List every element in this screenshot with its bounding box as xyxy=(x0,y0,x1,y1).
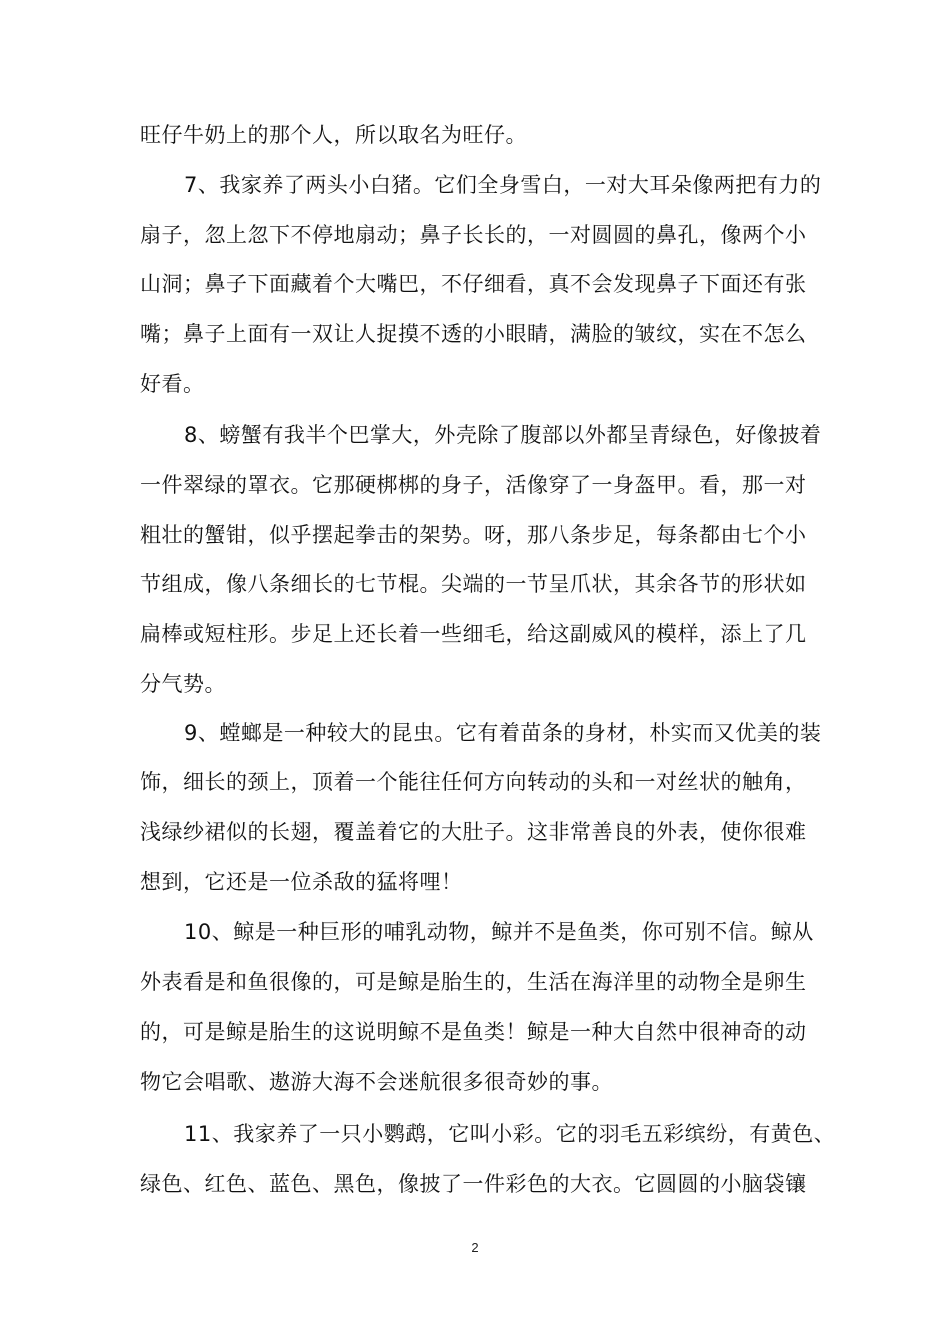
text-line: 扇子，忽上忽下不停地扇动；鼻子长长的，一对圆圆的鼻孔，像两个小 xyxy=(140,223,807,247)
paragraph-9-line: 9、螳螂是一种较大的昆虫。它有着苗条的身材，朴实而又优美的装 xyxy=(184,721,822,745)
text-line: 分气势。 xyxy=(140,672,226,696)
text-line: 扁棒或短柱形。步足上还长着一些细毛，给这副威风的模样，添上了几 xyxy=(140,622,807,646)
paragraph-11-line: 11、我家养了一只小鹦鹉，它叫小彩。它的羽毛五彩缤纷，有黄色、 xyxy=(184,1122,836,1146)
text-line: 的，可是鲸是胎生的这说明鲸不是鱼类！鲸是一种大自然中很神奇的动 xyxy=(140,1020,807,1044)
page-number: 2 xyxy=(471,1240,479,1255)
text-line: 山洞；鼻子下面藏着个大嘴巴，不仔细看，真不会发现鼻子下面还有张 xyxy=(140,272,807,296)
paragraph-7-line: 7、我家养了两头小白猪。它们全身雪白，一对大耳朵像两把有力的 xyxy=(184,173,822,197)
text-line: 节组成，像八条细长的七节棍。尖端的一节呈爪状，其余各节的形状如 xyxy=(140,572,807,596)
text-line: 好看。 xyxy=(140,372,205,396)
text-line: 饰，细长的颈上，顶着一个能往任何方向转动的头和一对丝状的触角， xyxy=(140,770,807,794)
paragraph-8-line: 8、螃蟹有我半个巴掌大，外壳除了腹部以外都呈青绿色，好像披着 xyxy=(184,423,822,447)
text-line: 外表看是和鱼很像的，可是鲸是胎生的，生活在海洋里的动物全是卵生 xyxy=(140,970,807,994)
text-line: 一件翠绿的罩衣。它那硬梆梆的身子，活像穿了一身盔甲。看，那一对 xyxy=(140,473,807,497)
text-line: 嘴；鼻子上面有一双让人捉摸不透的小眼睛，满脸的皱纹，实在不怎么 xyxy=(140,322,807,346)
text-line: 绿色、红色、蓝色、黑色，像披了一件彩色的大衣。它圆圆的小脑袋镶 xyxy=(140,1172,807,1196)
text-line: 旺仔牛奶上的那个人，所以取名为旺仔。 xyxy=(140,123,527,147)
text-line: 物它会唱歌、遨游大海不会迷航很多很奇妙的事。 xyxy=(140,1070,613,1094)
text-line: 想到，它还是一位杀敌的猛将哩！ xyxy=(140,870,463,894)
paragraph-10-line: 10、鲸是一种巨形的哺乳动物，鲸并不是鱼类，你可别不信。鲸从 xyxy=(184,920,814,944)
text-line: 浅绿纱裙似的长翅，覆盖着它的大肚子。这非常善良的外表，使你很难 xyxy=(140,820,807,844)
text-line: 粗壮的蟹钳，似乎摆起拳击的架势。呀，那八条步足，每条都由七个小 xyxy=(140,523,807,547)
